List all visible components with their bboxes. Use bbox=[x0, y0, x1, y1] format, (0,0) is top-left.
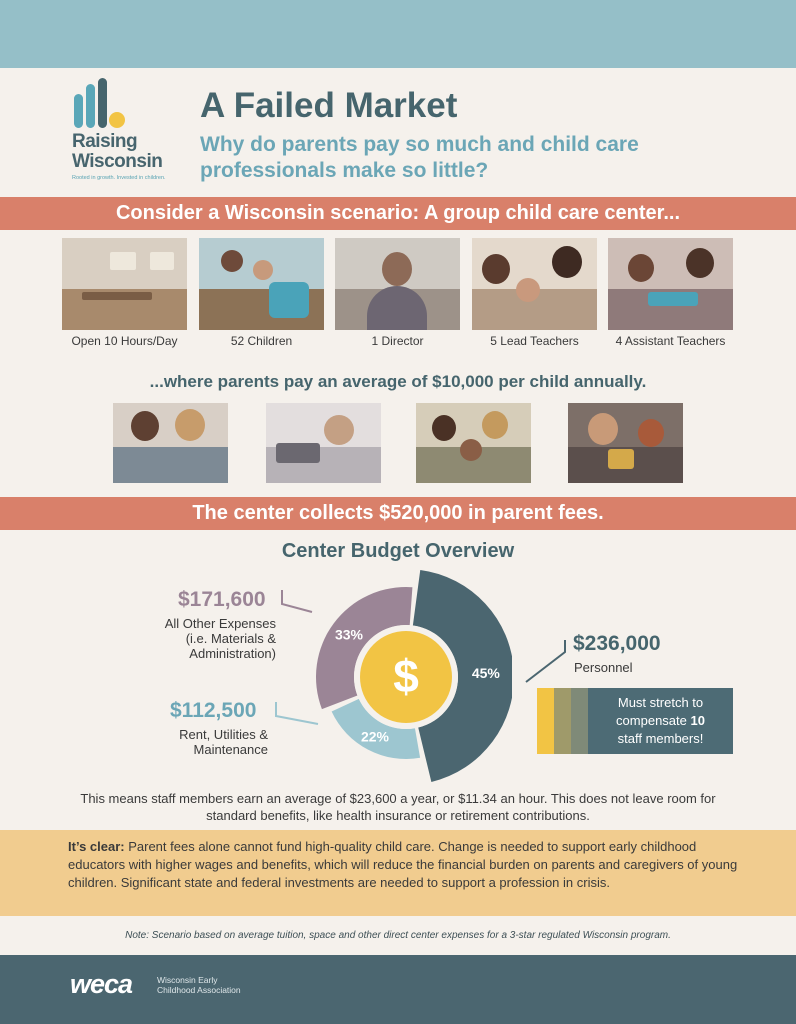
rent-desc-line1: Rent, Utilities & bbox=[179, 727, 268, 742]
other-description bbox=[140, 616, 276, 661]
donut-label-rent: 22% bbox=[360, 728, 389, 745]
personnel-description: Personnel bbox=[574, 660, 633, 675]
rent-description bbox=[140, 727, 268, 757]
stripe-olive bbox=[554, 688, 571, 754]
wage-explanation: This means staff members earn an average of $23,600 a year, or $11.34 an hour. This does not leave room for standard benefits, like health insurance or retirement contributions. bbox=[80, 791, 716, 823]
tuition-tagline: ...where parents pay an average of $10,000 per child annually. bbox=[149, 372, 647, 391]
stretch-line3: staff members! bbox=[617, 731, 704, 746]
scenario-note: Note: Scenario based on average tuition, space and other direct center expenses for a 3-star regulated Wisconsin program. bbox=[125, 930, 671, 941]
donut-label-personnel: 45% bbox=[471, 664, 500, 681]
stripe-gold bbox=[537, 688, 554, 754]
leader-line-personnel bbox=[526, 640, 565, 682]
caption-assistant-teachers: 4 Assistant Teachers bbox=[615, 334, 726, 348]
weca-org-line2: Childhood Association bbox=[157, 985, 241, 995]
leader-line-rent bbox=[276, 702, 318, 724]
logo-name-line1: Raising bbox=[72, 131, 138, 152]
stretch-callout bbox=[537, 688, 733, 754]
clear-callout-text bbox=[68, 838, 748, 892]
personnel-amount: $236,000 bbox=[573, 632, 661, 655]
stretch-line2-text: compensate bbox=[616, 713, 691, 728]
other-amount: $171,600 bbox=[178, 588, 266, 611]
weca-org-line1: Wisconsin Early bbox=[157, 975, 218, 985]
clear-body: Parent fees alone cannot fund high-quality child care. Change is needed to support early childhood educators with higher wages and benefits, which will reduce the financial burden on parents and caregivers of young children. Significant state and federal investments are needed to support a profession in crisis. bbox=[68, 839, 738, 890]
caption-director: 1 Director bbox=[371, 334, 424, 348]
leader-line-other bbox=[282, 590, 312, 612]
caption-lead-teachers: 5 Lead Teachers bbox=[490, 334, 579, 348]
chart-title: Center Budget Overview bbox=[281, 540, 515, 562]
weca-org-name bbox=[157, 975, 267, 995]
caption-children: 52 Children bbox=[230, 334, 293, 348]
logo-tagline: Rooted in growth. Invested in children. bbox=[72, 175, 166, 181]
fees-banner: The center collects $520,000 in parent fees. bbox=[0, 497, 796, 530]
stretch-staff-count: 10 bbox=[690, 713, 705, 728]
clear-lead: It’s clear: bbox=[68, 839, 125, 854]
donut-label-other: 33% bbox=[334, 626, 364, 643]
scenario-banner: Consider a Wisconsin scenario: A group child care center... bbox=[0, 197, 796, 230]
logo-name-line2: Wisconsin bbox=[72, 151, 163, 172]
stretch-line1: Must stretch to bbox=[617, 695, 704, 710]
weca-logo: weca bbox=[70, 969, 133, 999]
stretch-line2 bbox=[588, 712, 733, 730]
page-title: A Failed Market bbox=[200, 86, 458, 125]
stripe-sage bbox=[571, 688, 588, 754]
caption-hours: Open 10 Hours/Day bbox=[71, 334, 178, 348]
other-desc-line3: Administration) bbox=[189, 646, 276, 661]
other-desc-line2: (i.e. Materials & bbox=[185, 631, 276, 646]
rent-desc-line2: Maintenance bbox=[193, 742, 268, 757]
other-desc-line1: All Other Expenses bbox=[164, 616, 276, 631]
rent-amount: $112,500 bbox=[170, 699, 257, 722]
stretch-message bbox=[588, 688, 733, 754]
dollar-sign: $ bbox=[393, 650, 419, 702]
page-subtitle: Why do parents pay so much and child care professionals make so little? bbox=[200, 133, 639, 182]
